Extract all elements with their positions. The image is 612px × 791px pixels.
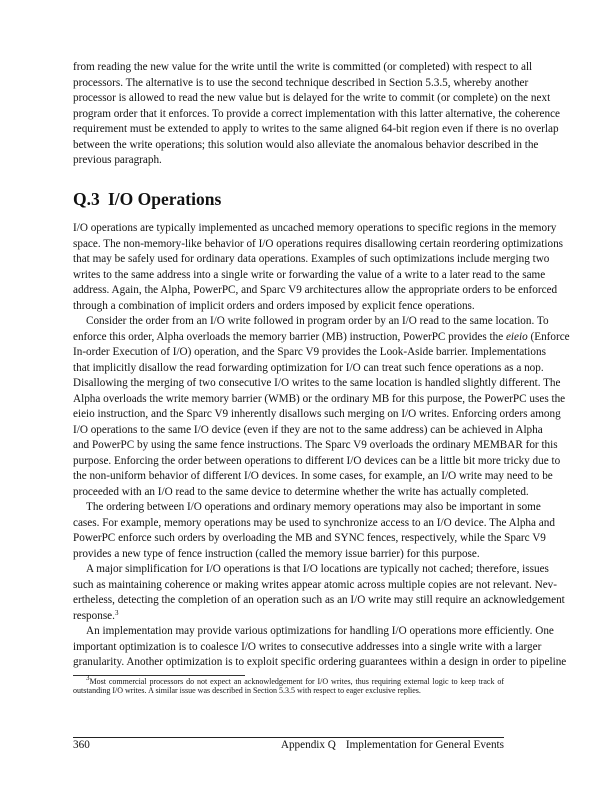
text-line: In-order Execution of I/O) operation, and the Sparc V9 provides the Look-Aside barrier. Implementations bbox=[73, 346, 546, 358]
footnote-marker: 3 bbox=[86, 674, 90, 682]
text-line: cases. For example, memory operations may be used to synchronize access to an I/O device. The Alpha and bbox=[73, 516, 555, 529]
text-line: processor is allowed to read the new value but is delayed for the write to commit (or complete) on the next bbox=[73, 92, 551, 104]
text-line: through a combination of implicit orders and orders imposed by explicit fence operations. bbox=[73, 299, 475, 312]
text-line: between the write operations; this solution would also alleviate the anomalous behavior described in the bbox=[73, 138, 539, 151]
text-line: important optimization is to coalesce I/O writes to consecutive addresses into a single write with a larger bbox=[73, 640, 542, 653]
paragraph bbox=[73, 221, 564, 314]
body-text-top bbox=[73, 60, 561, 169]
text-line: such as maintaining coherence or making writes appear atomic across multiple copies are not relevant. Nev- bbox=[73, 578, 557, 591]
text-line: and PowerPC by using the same fence instructions. The Sparc V9 overloads the ordinary MEMBAR for this bbox=[73, 439, 558, 451]
italic-term: eieio bbox=[505, 330, 528, 343]
section-body-text bbox=[73, 221, 570, 671]
paragraph bbox=[73, 624, 567, 671]
text-line: Alpha overloads the write memory barrier (WMB) or the ordinary MB for this purpose, the PowerPC uses the bbox=[73, 392, 566, 405]
page-footer bbox=[73, 739, 504, 751]
text-line bbox=[73, 609, 504, 625]
text-line: provides a new type of fence instruction (called the memory issue barrier) for this purpose. bbox=[73, 547, 480, 560]
text-line: The ordering between I/O operations and ordinary memory operations may also be important in some bbox=[86, 501, 541, 513]
text-line: requirement must be extended to apply to writes to the same aligned 64-bit region even if there is no overlap bbox=[73, 123, 559, 135]
running-footer bbox=[281, 739, 504, 751]
text-line: outstanding I/O writes. A similar issue was described in Section 5.3.5 with respect to eager exclusive replies. bbox=[73, 685, 421, 695]
text-line: PowerPC enforce such orders by overloading the MB and SYNC fences, respectively, while the Sparc V9 bbox=[73, 532, 546, 544]
footnote-marker: 3 bbox=[114, 608, 119, 617]
text-line: that implicitly disallow the read forwarding optimization for I/O can treat such fence operations as a nop. bbox=[73, 361, 544, 374]
text-line: I/O operations to the same I/O device (even if they are not to the same address) can be achieved in Alpha bbox=[73, 423, 543, 436]
text-line: proceeded with an I/O read to the same device to determine whether the write has actually completed. bbox=[73, 485, 529, 498]
text-line: I/O operations are typically implemented as uncached memory operations to specific regions in the memory bbox=[73, 222, 557, 234]
text-line: the non-uniform behavior of different I/O devices. In some cases, for example, an I/O write may need to be bbox=[73, 470, 553, 482]
text-line: address. Again, the Alpha, PowerPC, and Sparc V9 architectures allow the appropriate orders to be enforced bbox=[73, 284, 558, 296]
text-line bbox=[73, 330, 570, 346]
text-line: space. The non-memory-like behavior of I/O operations requires disallowing certain reordering optimizations bbox=[73, 237, 564, 250]
text-run: Most commercial processors do not expect an acknowledgement for I/O writes, thus requiring external logic to keep track of bbox=[89, 677, 504, 686]
paragraph bbox=[73, 60, 561, 169]
text-line: program order that it enforces. To provide a correct implementation with this latter alternative, the coherence bbox=[73, 107, 561, 120]
text-line: ertheless, detecting the completion of an operation such as an I/O write may still require an acknowledgement bbox=[73, 594, 565, 606]
section-number: Q.3 bbox=[73, 189, 100, 209]
text-line: An implementation may provide various optimizations for handling I/O operations more efficiently. One bbox=[86, 625, 554, 637]
text-line: that may be safely used for ordinary data operations. Examples of such optimizations include merging two bbox=[73, 253, 550, 265]
text-run: (Enforce bbox=[527, 330, 570, 343]
text-run: enforce this order, Alpha overloads the memory barrier (MB) instruction, PowerPC provides the bbox=[73, 330, 506, 343]
text-line: Consider the order from an I/O write followed in program order by an I/O read to the same location. To bbox=[86, 315, 549, 327]
footer-divider bbox=[73, 737, 504, 738]
text-line: writes to the same address into a single write or forwarding the value of a write to a later read to the same bbox=[73, 268, 546, 281]
paragraph bbox=[73, 562, 565, 624]
text-line: A major simplification for I/O operations is that I/O locations are typically not cached; therefore, issues bbox=[86, 563, 549, 575]
paragraph bbox=[73, 314, 570, 500]
page-number: 360 bbox=[73, 739, 90, 751]
footnote-divider bbox=[73, 675, 245, 676]
text-line: previous paragraph. bbox=[73, 154, 162, 166]
chapter-label: Appendix Q bbox=[280, 739, 336, 751]
text-line: from reading the new value for the write until the write is committed (or completed) with respect to all bbox=[73, 61, 533, 73]
text-run: response. bbox=[73, 609, 115, 622]
text-line: purpose. Enforcing the order between operations to different I/O devices can be a little bit more tricky due to bbox=[73, 454, 561, 467]
text-line: Disallowing the merging of two consecutive I/O writes to the same location is handled slightly different. The bbox=[73, 377, 561, 389]
text-line: granularity. Another optimization is to exploit specific ordering guarantees within a design in order to pipeline bbox=[73, 656, 567, 668]
section-heading bbox=[73, 189, 221, 210]
section-title: I/O Operations bbox=[108, 189, 222, 209]
paragraph bbox=[73, 500, 555, 562]
text-line: eieio instruction, and the Sparc V9 inherently disallows such merging on I/O writes. Enforcing orders among bbox=[73, 408, 561, 420]
chapter-title: Implementation for General Events bbox=[345, 739, 504, 751]
footnote bbox=[73, 674, 504, 695]
text-line: processors. The alternative is to use the second technique described in Section 5.3.5, whereby another bbox=[73, 76, 529, 89]
